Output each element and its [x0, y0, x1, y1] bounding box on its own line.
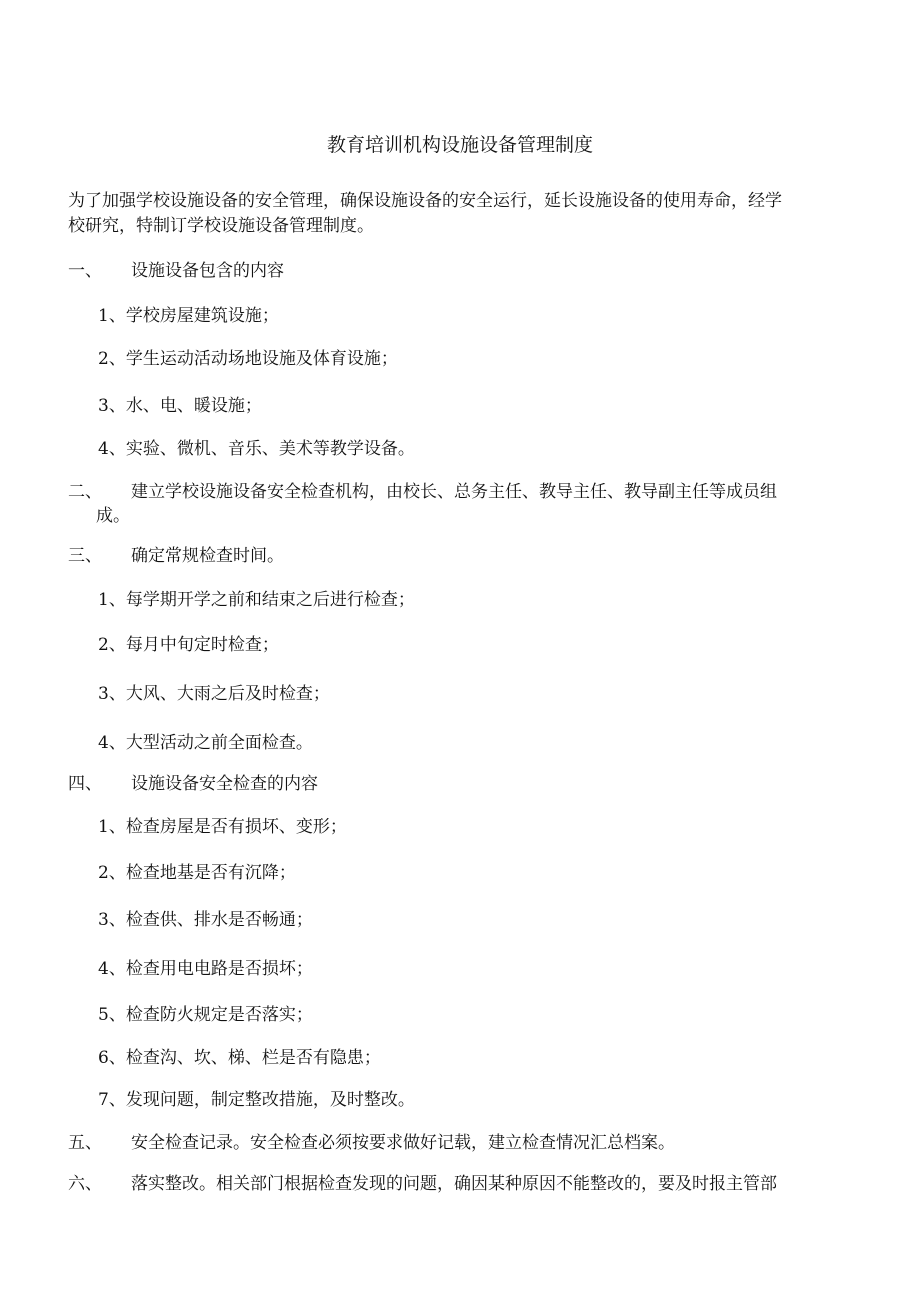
section-4-number: 四、	[68, 774, 102, 794]
intro-line-1: 为了加强学校设施设备的安全管理，确保设施设备的安全运行，延长设施设备的使用寿命，经学	[68, 191, 782, 211]
section-4-item-3: 3、检查供、排水是否畅通；	[98, 910, 313, 930]
section-5-text: 安全检查记录。安全检查必须按要求做好记载，建立检查情况汇总档案。	[131, 1133, 675, 1153]
section-4-item-1: 1、检查房屋是否有损坏、变形；	[98, 817, 347, 837]
section-3-heading: 确定常规检查时间。	[131, 546, 284, 566]
section-4-item-4: 4、检查用电电路是否损坏；	[98, 959, 313, 979]
section-3-number: 三、	[68, 546, 102, 566]
section-1-item-4: 4、实验、微机、音乐、美术等教学设备。	[98, 439, 415, 459]
section-1-item-3: 3、水、电、暖设施；	[98, 396, 262, 416]
section-2-number: 二、	[68, 482, 102, 502]
section-1-number: 一、	[68, 261, 102, 281]
section-2-continuation: 成。	[96, 506, 130, 526]
section-4-heading: 设施设备安全检查的内容	[131, 774, 318, 794]
document-title: 教育培训机构设施设备管理制度	[326, 134, 593, 156]
section-1-item-2: 2、学生运动活动场地设施及体育设施；	[98, 349, 398, 369]
section-3-item-1: 1、每学期开学之前和结束之后进行检查；	[98, 590, 415, 610]
section-4-item-2: 2、检查地基是否有沉降；	[98, 863, 296, 883]
section-4-item-5: 5、检查防火规定是否落实；	[98, 1005, 313, 1025]
section-1-heading: 设施设备包含的内容	[131, 261, 284, 281]
section-3-item-3: 3、大风、大雨之后及时检查；	[98, 684, 330, 704]
section-3-item-2: 2、每月中旬定时检查；	[98, 635, 279, 655]
section-5-number: 五、	[68, 1133, 102, 1153]
intro-line-2: 校研究，特制订学校设施设备管理制度。	[68, 216, 374, 236]
section-4-item-6: 6、检查沟、坎、梯、栏是否有隐患；	[98, 1048, 381, 1068]
section-6-number: 六、	[68, 1174, 102, 1194]
section-2-text: 建立学校设施设备安全检查机构，由校长、总务主任、教导主任、教导副主任等成员组	[131, 482, 777, 502]
section-3-item-4: 4、大型活动之前全面检查。	[98, 733, 313, 753]
section-4-item-7: 7、发现问题，制定整改措施，及时整改。	[98, 1090, 415, 1110]
section-6-text: 落实整改。相关部门根据检查发现的问题，确因某种原因不能整改的，要及时报主管部	[131, 1174, 777, 1194]
section-1-item-1: 1、学校房屋建筑设施；	[98, 306, 279, 326]
